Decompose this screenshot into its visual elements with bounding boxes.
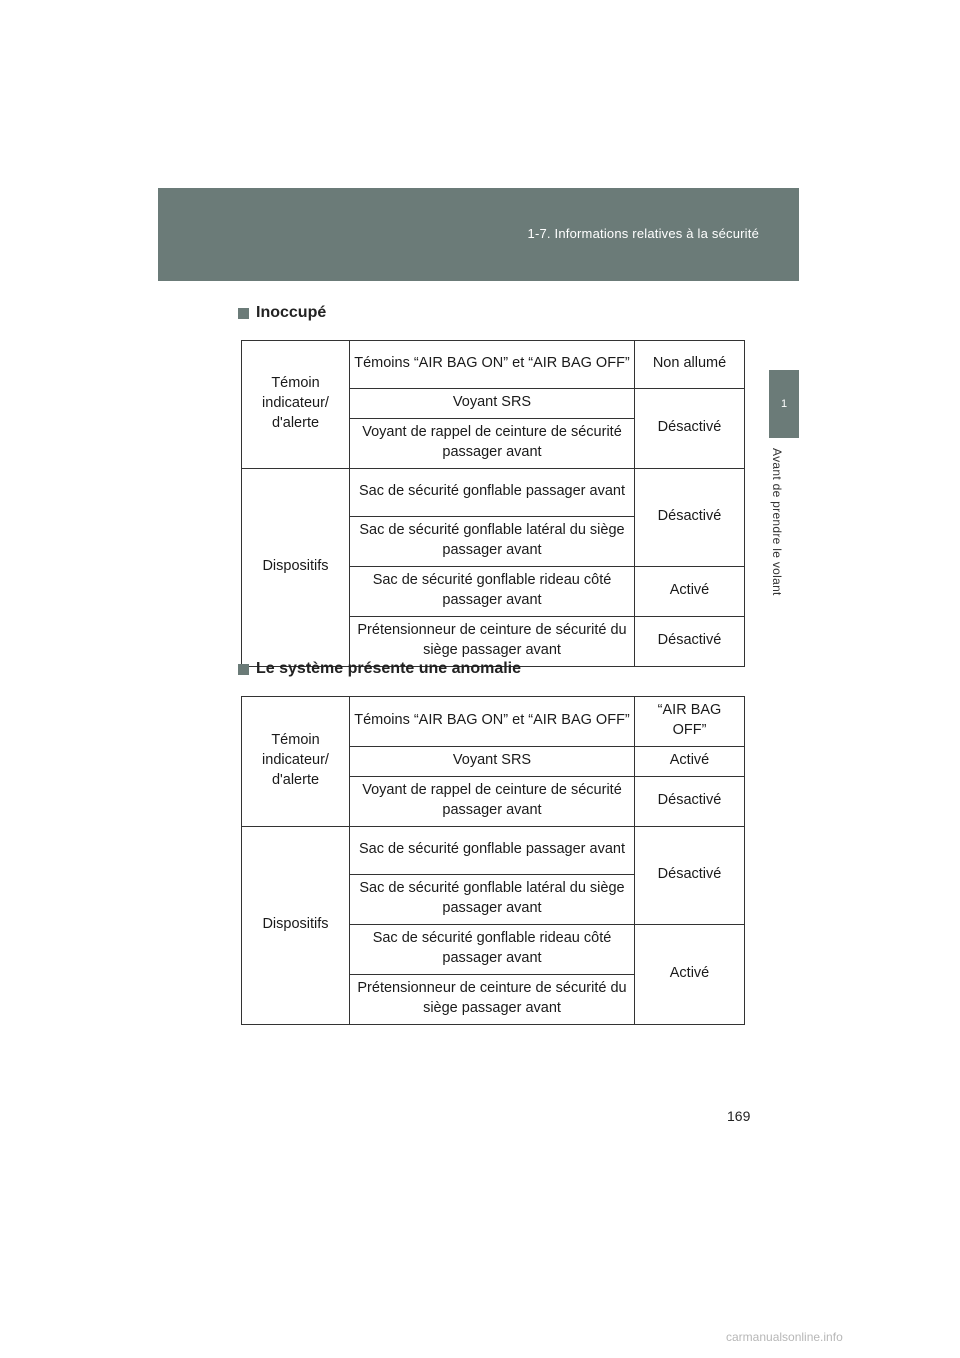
device-status: Désactivé	[635, 827, 745, 925]
group-label-devices: Dispositifs	[242, 827, 350, 1025]
table-row	[242, 469, 745, 517]
device-status: Désactivé	[635, 617, 745, 667]
table-row	[242, 697, 745, 747]
row-label: Voyant SRS	[350, 389, 635, 419]
chapter-tab	[769, 370, 799, 438]
square-bullet-icon	[238, 308, 249, 319]
section-heading-inoccupe	[238, 304, 326, 322]
section-header-band	[158, 188, 799, 281]
row-status: Activé	[635, 747, 745, 777]
row-status: “AIR BAG OFF”	[635, 697, 745, 747]
device-label: Sac de sécurité gonflable passager avant	[350, 469, 635, 517]
row-status: Désactivé	[635, 777, 745, 827]
watermark-text: carmanualsonline.info	[726, 1330, 843, 1344]
device-status: Activé	[635, 567, 745, 617]
group-label-devices: Dispositifs	[242, 469, 350, 667]
device-label: Sac de sécurité gonflable passager avant	[350, 827, 635, 875]
device-label: Sac de sécurité gonflable rideau côté passager avant	[350, 925, 635, 975]
section-heading-text: Le système présente une anomalie	[256, 660, 521, 677]
section-heading-anomalie	[238, 660, 521, 678]
device-label: Sac de sécurité gonflable rideau côté passager avant	[350, 567, 635, 617]
device-label: Prétensionneur de ceinture de sécurité du siège passager avant	[350, 617, 635, 667]
page-number: 169	[727, 1108, 751, 1124]
table-row	[242, 827, 745, 875]
group-label-indicators: Témoin indicateur/ d'alerte	[242, 341, 350, 469]
square-bullet-icon	[238, 664, 249, 675]
device-status: Désactivé	[635, 469, 745, 567]
device-label: Prétensionneur de ceinture de sécurité du siège passager avant	[350, 975, 635, 1025]
row-label: Voyant de rappel de ceinture de sécurité passager avant	[350, 419, 635, 469]
device-label: Sac de sécurité gonflable latéral du siège passager avant	[350, 875, 635, 925]
table-row	[242, 341, 745, 389]
device-label: Sac de sécurité gonflable latéral du siège passager avant	[350, 517, 635, 567]
group-label-indicators: Témoin indicateur/ d'alerte	[242, 697, 350, 827]
row-label: Voyant SRS	[350, 747, 635, 777]
status-table-anomalie	[241, 696, 745, 1025]
status-table-inoccupe	[241, 340, 745, 667]
chapter-tab-number: 1	[780, 398, 788, 410]
chapter-side-label: Avant de prendre le volant	[770, 448, 784, 596]
row-status: Désactivé	[635, 389, 745, 469]
row-label: Voyant de rappel de ceinture de sécurité passager avant	[350, 777, 635, 827]
row-label: Témoins “AIR BAG ON” et “AIR BAG OFF”	[350, 341, 635, 389]
section-title: 1-7. Informations relatives à la sécurité	[527, 226, 759, 241]
row-label: Témoins “AIR BAG ON” et “AIR BAG OFF”	[350, 697, 635, 747]
section-heading-text: Inoccupé	[256, 304, 327, 321]
device-status: Activé	[635, 925, 745, 1025]
row-status: Non allumé	[635, 341, 745, 389]
